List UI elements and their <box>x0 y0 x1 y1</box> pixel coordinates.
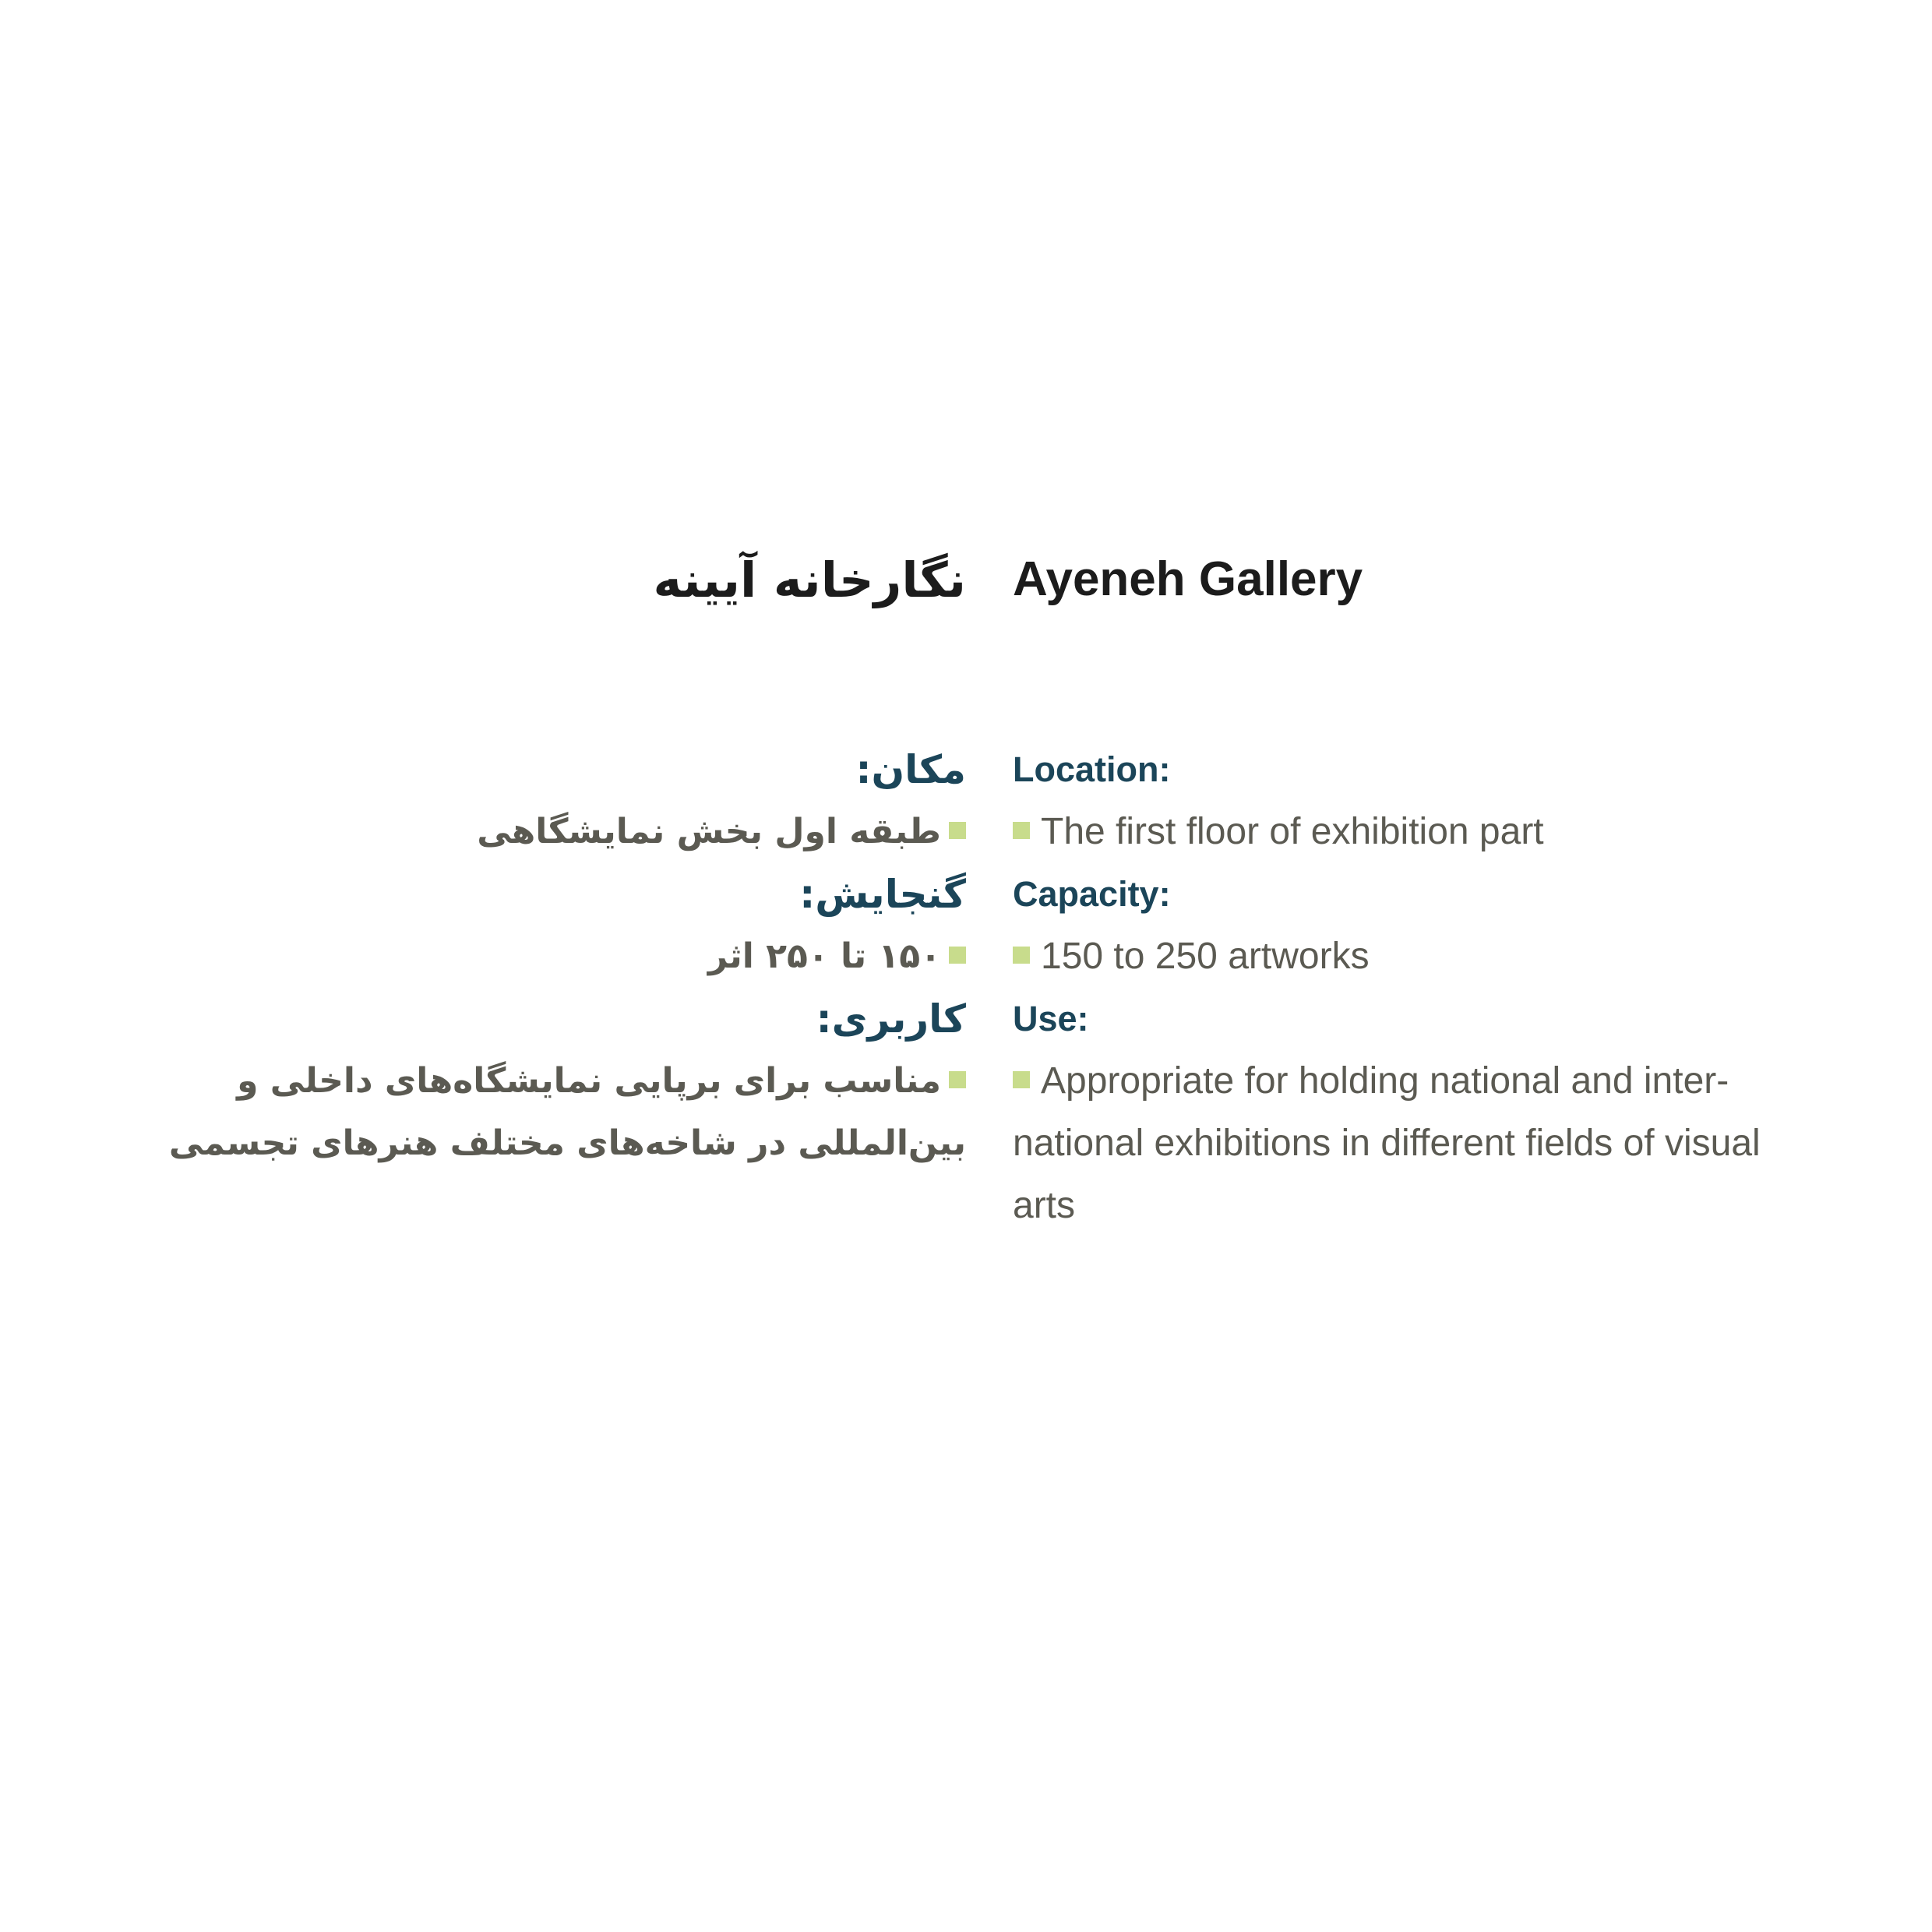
english-title: Ayeneh Gallery <box>1013 552 1363 606</box>
persian-location-text: طبقه اول بخش نمایشگاهی <box>477 812 941 851</box>
persian-use-heading: کاربری: <box>816 996 966 1042</box>
english-use-item <box>1013 1050 1792 1237</box>
english-location-heading: Location: <box>1013 749 1171 789</box>
persian-title: نگارخانه آیینه <box>653 552 966 608</box>
persian-use-item <box>156 1050 966 1175</box>
persian-details <box>156 739 966 1175</box>
square-bullet-icon <box>1013 822 1030 839</box>
persian-location-heading: مکان: <box>855 747 966 792</box>
english-use-text: Appropriate for holding national and inter-national exhibitions in different fields of visual arts <box>1013 1060 1761 1226</box>
square-bullet-icon <box>1013 947 1030 964</box>
square-bullet-icon <box>949 1071 966 1088</box>
english-capacity-item <box>1013 925 1792 988</box>
square-bullet-icon <box>949 947 966 964</box>
persian-capacity-heading: گنجایش: <box>799 872 966 917</box>
square-bullet-icon <box>949 822 966 839</box>
english-capacity-heading: Capacity: <box>1013 874 1171 914</box>
english-use-heading: Use: <box>1013 999 1089 1038</box>
persian-capacity-text: ۱۵۰ تا ۲۵۰ اثر <box>707 936 941 976</box>
persian-capacity-item <box>156 925 966 988</box>
persian-use-text: مناسب برای برپایی نمایشگاه‌های داخلی و بین‌المللی در شاخه‌های مختلف هنرهای تجسمی <box>168 1061 966 1163</box>
english-capacity-text: 150 to 250 artworks <box>1041 936 1370 977</box>
english-location-item <box>1013 801 1792 863</box>
english-location-text: The first floor of exhibition part <box>1041 811 1544 852</box>
square-bullet-icon <box>1013 1071 1030 1088</box>
persian-location-item <box>156 801 966 863</box>
english-details <box>1013 739 1792 1237</box>
